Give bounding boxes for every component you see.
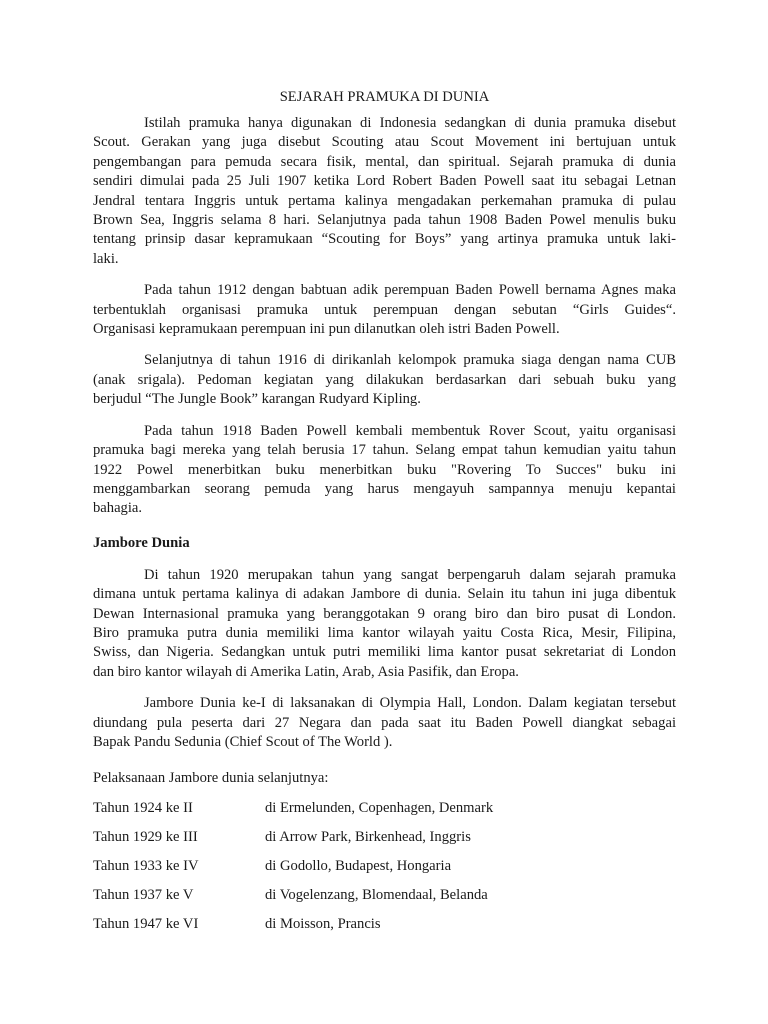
jamboree-place: di Moisson, Prancis [265,916,381,933]
list-intro: Pelaksanaan Jambore dunia selanjutnya: [93,770,329,787]
jamboree-place: di Godollo, Budapest, Hongaria [265,858,452,875]
paragraph-line: Istilah pramuka hanya digunakan di Indonesia sedangkan di dunia pramuka disebut [144,115,676,131]
jamboree-year: Tahun 1924 ke II [93,800,193,817]
section-heading: Jambore Dunia [93,534,190,551]
paragraph-line: menggambarkan seorang pemuda yang harus mengayuh sampannya menuju kepantai [93,480,676,497]
paragraph-rover-scout [93,422,676,519]
paragraph-line: pramuka bagi mereka yang telah berusia 17 tahun. Selang empat tahun kemudian yaitu tahun [93,442,676,459]
paragraph-line: Bapak Pandu Sedunia (Chief Scout of The World ). [93,733,393,750]
document-title: SEJARAH PRAMUKA DI DUNIA [279,89,490,105]
paragraph-line: sendiri dimulai pada 25 Juli 1907 ketika Lord Robert Baden Powell saat itu sebagai Letnan [93,173,676,190]
jamboree-row [93,881,676,910]
document-page [93,0,676,939]
paragraph-line: Jendral tentara Inggris untuk pertama kalinya mengadakan perkemahan pramuka di pulau [93,192,676,209]
paragraph-line: Brown Sea, Inggris selama 8 hari. Selanjutnya pada tahun 1908 Baden Powel menulis buku [93,212,676,229]
paragraph-cub [93,351,676,409]
paragraph-line: Swiss, dan Nigeria. Sedangkan untuk putri memiliki lima kantor pusat sekretariat di London [93,644,676,661]
paragraph-line: 1922 Powel menerbitkan buku menerbitkan buku "Rovering To Succes" buku ini [93,461,676,478]
paragraph-line: terbentuklah organisasi pramuka untuk perempuan dengan sebutan “Girls Guides“. [93,301,676,318]
paragraph-jambore-first [93,694,676,752]
jamboree-year: Tahun 1929 ke III [93,829,198,846]
jamboree-row [93,910,676,939]
paragraph-line: dan biro kantor wilayah di Amerika Latin, Arab, Asia Pasifik, dan Eropa. [93,663,519,680]
jamboree-year: Tahun 1937 ke V [93,887,194,904]
paragraph-line: berjudul “The Jungle Book” karangan Rudyard Kipling. [93,391,421,408]
paragraph-line: Pada tahun 1912 dengan babtuan adik perempuan Baden Powell bernama Agnes maka [144,282,676,299]
paragraph-line: bahagia. [93,500,143,517]
jamboree-year: Tahun 1947 ke VI [93,916,199,933]
jamboree-year: Tahun 1933 ke IV [93,858,199,875]
paragraph-line: dimana untuk pertama kalinya di adakan Jambore di dunia. Selain itu tahun ini juga dibentuk [93,586,676,603]
jamboree-place: di Ermelunden, Copenhagen, Denmark [265,800,494,817]
paragraph-line: Selanjutnya di tahun 1916 di dirikanlah kelompok pramuka siaga dengan nama CUB [144,352,676,369]
paragraph-line: tentang prinsip dasar kepramukaan “Scouting for Boys” yang artinya pramuka untuk laki- [93,231,676,248]
paragraph-jambore-1920 [93,566,676,682]
paragraph-line: pengembangan para pemuda secara fisik, mental, dan spiritual. Sejarah pramuka di dunia [93,153,676,170]
jamboree-place: di Arrow Park, Birkenhead, Inggris [265,829,471,846]
paragraph-girls-guides [93,281,676,339]
jamboree-row [93,794,676,823]
paragraph-line: Biro pramuka putra dunia memiliki lima kantor wilayah yaitu Costa Rica, Mesir, Filipina, [93,624,676,641]
paragraph-line: Organisasi kepramukaan perempuan ini pun dilanutkan oleh istri Baden Powell. [93,321,560,338]
paragraph-line: Di tahun 1920 merupakan tahun yang sangat berpengaruh dalam sejarah pramuka [144,566,676,583]
jamboree-row [93,852,676,881]
paragraph-line: Dewan Internasional pramuka yang beranggotakan 9 orang biro dan biro pusat di London. [93,605,676,622]
paragraph-line: Pada tahun 1918 Baden Powell kembali membentuk Rover Scout, yaitu organisasi [144,422,676,439]
paragraph-line: Scout. Gerakan yang juga disebut Scouting atau Scout Movement ini bertujuan untuk [93,134,676,151]
jamboree-row [93,823,676,852]
paragraph-line: Jambore Dunia ke-I di laksanakan di Olympia Hall, London. Dalam kegiatan tersebut [144,695,676,712]
paragraph-line: (anak srigala). Pedoman kegiatan yang dilakukan berdasarkan dari sebuah buku yang [93,371,676,388]
jamboree-list [93,794,676,939]
paragraph-line: diundang pula peserta dari 27 Negara dan pada saat itu Baden Powell diangkat sebagai [93,714,676,731]
paragraph-intro [93,114,676,269]
paragraph-line: laki. [93,250,119,267]
jamboree-place: di Vogelenzang, Blomendaal, Belanda [265,887,488,904]
